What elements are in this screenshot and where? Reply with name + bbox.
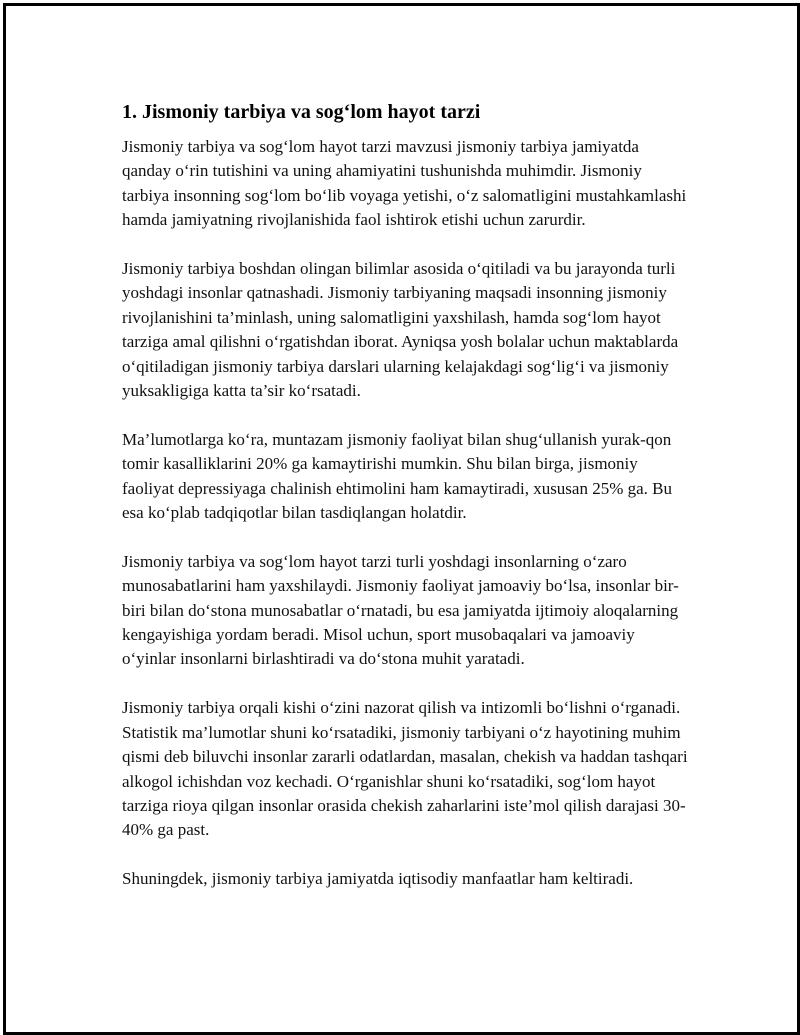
- document-body: [122, 99, 692, 916]
- section-heading: 1. Jismoniy tarbiya va sog‘lom hayot tarzi: [122, 101, 481, 123]
- paragraph: Ma’lumotlarga ko‘ra, muntazam jismoniy faoliyat bilan shug‘ullanish yurak-qon tomir kasalliklarini 20% ga kamaytirishi mumkin. Shu bilan birga, jismoniy faoliyat depressiyaga chalinish ehtimolini ham kamaytiradi, xususan 25% ga. Bu esa ko‘plab tadqiqotlar bilan tasdiqlangan holatdir.: [122, 429, 673, 523]
- paragraph: Jismoniy tarbiya orqali kishi o‘zini nazorat qilish va intizomli bo‘lishni o‘rganadi. Statistik ma’lumotlar shuni ko‘rsatadiki, jismoniy tarbiyani o‘z hayotining muhim qismi deb biluvchi insonlar zararli odatlardan, masalan, chekish va haddan tashqari alkogol ichishdan voz kechadi. O‘rganishlar shuni ko‘rsatadiki, sog‘lom hayot tarziga rioya qilgan insonlar orasida chekish zaharlarini iste’mol qilish darajasi 30-40% ga past.: [122, 698, 688, 840]
- paragraph: Jismoniy tarbiya va sog‘lom hayot tarzi mavzusi jismoniy tarbiya jamiyatda qanday o‘rin tutishini va uning ahamiyatini tushunishda muhimdir. Jismoniy tarbiya insonning sog‘lom bo‘lib voyaga yetishi, o‘z salomatligini mustahkamlashi hamda jamiyatning rivojlanishida faol ishtirok etishi uchun zarurdir.: [122, 137, 687, 230]
- paragraph: Jismoniy tarbiya va sog‘lom hayot tarzi turli yoshdagi insonlarning o‘zaro munosabatlarini ham yaxshilaydi. Jismoniy faoliyat jamoaviy bo‘lsa, insonlar bir-biri bilan do‘stona munosabatlar o‘rnatadi, bu esa jamiyatda ijtimoiy aloqalarning kengayishiga yordam beradi. Misol uchun, sport musobaqalari va jamoaviy o‘yinlar insonlarni birlashtiradi va do‘stona muhit yaratadi.: [122, 551, 679, 669]
- page-frame: [3, 3, 800, 1035]
- paragraph: Jismoniy tarbiya boshdan olingan bilimlar asosida o‘qitiladi va bu jarayonda turli yoshdagi insonlar qatnashadi. Jismoniy tarbiyaning maqsadi insonning jismoniy rivojlanishini ta’minlash, uning salomatligini yaxshilash, hamda sog‘lom hayot tarziga amal qilishni o‘rgatishdan iborat. Ayniqsa yosh bolalar uchun maktablarda o‘qitiladigan jismoniy tarbiya darslari ularning kelajakdagi sog‘lig‘i va jismoniy yuksakligiga katta ta’sir ko‘rsatadi.: [122, 259, 679, 401]
- paragraph: Shuningdek, jismoniy tarbiya jamiyatda iqtisodiy manfaatlar ham keltiradi.: [122, 869, 634, 889]
